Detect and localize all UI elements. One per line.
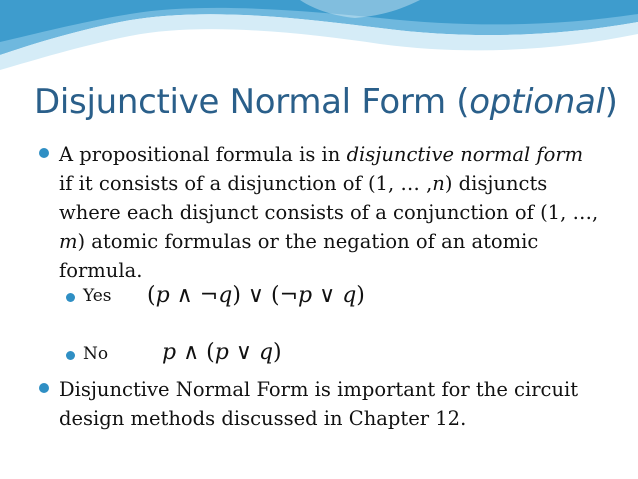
bullet-dot <box>39 383 49 393</box>
bullet-dot <box>39 148 49 158</box>
importance-paragraph <box>59 375 619 433</box>
example-label-no: No <box>83 344 109 364</box>
sub-bullet-dot <box>66 293 75 302</box>
importance-line: design methods discussed in Chapter 12. <box>59 407 467 430</box>
definition-line: m) atomic formulas or the negation of an atomic <box>59 230 539 253</box>
formula-no: p ∧ (p ∨ q) <box>162 340 282 365</box>
formula-yes: (p ∧ ¬q) ∨ (¬p ∨ q) <box>147 283 365 308</box>
example-label-yes: Yes <box>83 286 112 306</box>
definition-line: A propositional formula is in disjunctive normal form <box>59 143 584 166</box>
slide-title: Disjunctive Normal Form (optional) <box>34 82 618 122</box>
importance-line: Disjunctive Normal Form is important for the circuit <box>59 378 579 401</box>
decorative-wave-header <box>0 0 638 80</box>
definition-line: formula. <box>59 259 143 282</box>
definition-line: where each disjunct consists of a conjunction of (1, …, <box>59 201 599 224</box>
definition-paragraph <box>59 140 619 285</box>
definition-line: if it consists of a disjunction of (1, … ,n) disjuncts <box>59 172 548 195</box>
sub-bullet-dot <box>66 351 75 360</box>
